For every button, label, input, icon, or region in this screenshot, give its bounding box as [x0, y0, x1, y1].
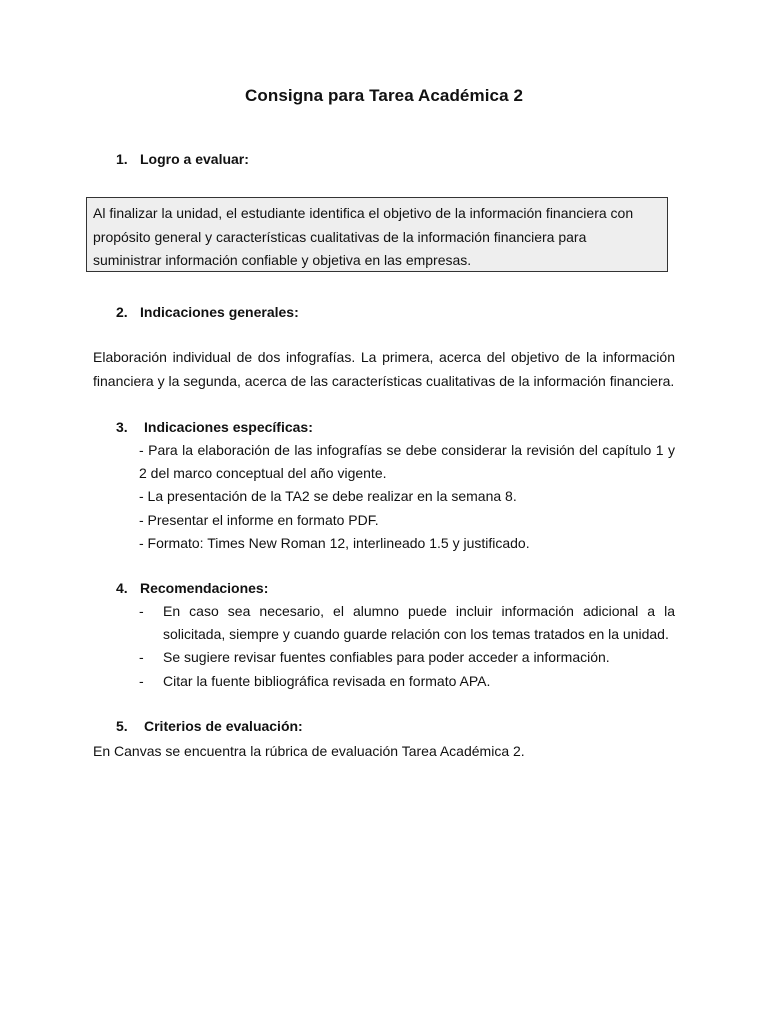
logro-line: propósito general y características cualitativas de la información financiera para	[93, 228, 587, 245]
list-item	[139, 600, 675, 646]
section-number: 5.	[116, 718, 128, 734]
list-item	[139, 670, 675, 693]
list-item: - Presentar el informe en formato PDF.	[139, 511, 379, 528]
section-heading-criterios	[116, 718, 303, 734]
section-title: Recomendaciones:	[140, 580, 269, 596]
section-title: Indicaciones específicas:	[144, 419, 313, 435]
logro-line: Al finalizar la unidad, el estudiante identifica el objetivo de la información financiera con	[93, 205, 634, 221]
list-item: - La presentación de la TA2 se debe realizar en la semana 8.	[139, 488, 517, 505]
section-heading-logro	[116, 151, 249, 167]
section-number: 2.	[116, 304, 128, 320]
especificas-list	[139, 439, 675, 555]
section-heading-generales	[116, 304, 299, 320]
list-dash: -	[139, 603, 144, 619]
list-dash: -	[139, 649, 144, 666]
section-number: 4.	[116, 580, 128, 596]
list-dash: -	[139, 672, 144, 689]
list-item-text: Citar la fuente bibliográfica revisada en formato APA.	[163, 672, 491, 689]
logro-box	[86, 197, 668, 272]
criterios-paragraph: En Canvas se encuentra la rúbrica de evaluación Tarea Académica 2.	[93, 743, 525, 759]
section-number: 3.	[116, 419, 128, 435]
section-number: 1.	[116, 151, 128, 167]
list-item: - Para la elaboración de las infografías se debe considerar la revisión del capítulo 1 y 2 del marco conceptual del año vigente.	[139, 442, 675, 482]
section-title: Logro a evaluar:	[140, 151, 249, 167]
list-item-text: Se sugiere revisar fuentes confiables para poder acceder a información.	[163, 649, 610, 666]
logro-line: suministrar información confiable y objetiva en las empresas.	[93, 252, 472, 268]
list-item: - Formato: Times New Roman 12, interlineado 1.5 y justificado.	[139, 534, 530, 551]
list-item-text: En caso sea necesario, el alumno puede incluir información adicional a la solicitada, siempre y cuando guarde relación con los temas tratados en la unidad.	[163, 603, 675, 643]
section-heading-recomendaciones	[116, 580, 268, 596]
list-item	[139, 646, 675, 669]
generales-paragraph: Elaboración individual de dos infografías. La primera, acerca del objetivo de la información financiera y la segunda, acerca de las características cualitativas de la información financiera.	[93, 349, 675, 389]
section-title: Indicaciones generales:	[140, 304, 299, 320]
recomendaciones-list	[139, 600, 675, 693]
section-title: Criterios de evaluación:	[144, 718, 303, 734]
section-heading-especificas	[116, 419, 313, 435]
document-title: Consigna para Tarea Académica 2	[244, 86, 524, 105]
